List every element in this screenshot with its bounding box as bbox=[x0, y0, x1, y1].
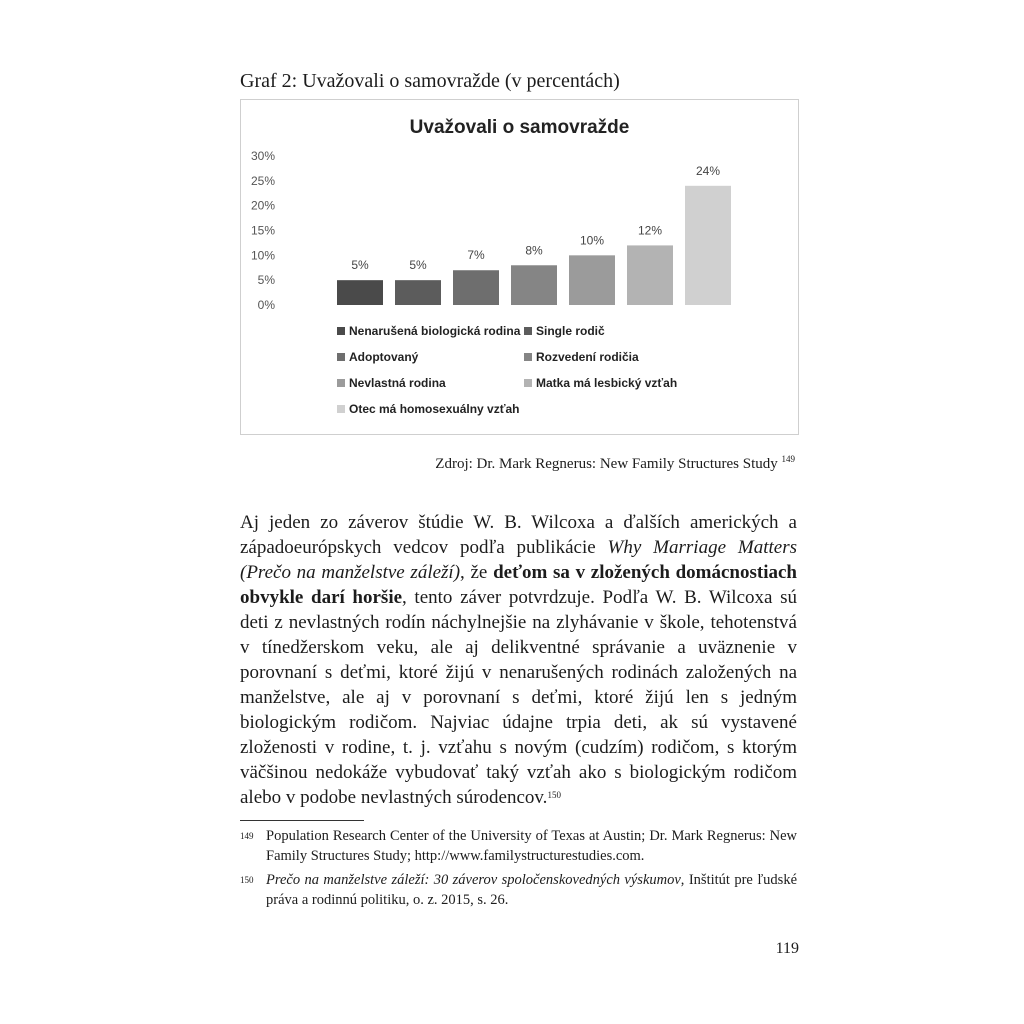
legend-label: Nevlastná rodina bbox=[349, 376, 446, 390]
footnote-150 bbox=[240, 870, 797, 910]
bar bbox=[511, 265, 557, 305]
footnote-rest: , Inštitút pre ľudské práva a rodinnú politiku, o. z. 2015, s. 26. bbox=[266, 872, 798, 908]
body-part-3: , tento záver potvrdzuje. Podľa W. B. Wilcoxa sú deti z nevlastných rodín náchylnejšie na zlyhávanie v škole, tehotenstvá v tínedžerskom veku, ale aj delikventné správanie a uväznenie v porovnaní s deťmi, ktoré žijú v nenarušených rodinách založených na manželstve, ale aj v porovnaní s deťmi, ktoré žijú len s jedným biologickým rodičom. Najviac údajne trpia deti, ak sú vystavené zloženosti v rodine, t. j. vzťahu s novým (cudzím) rodičom, s ktorým väčšinou nedokáže vybudovať taký vzťah ako s biologickým rodičom alebo v podobe nevlastných súrodencov. bbox=[240, 587, 797, 808]
footnote-italic-title: Prečo na manželstve záleží: 30 záverov spoločenskovedných výskumov bbox=[266, 872, 681, 888]
body-part-1: Aj jeden zo záverov štúdie W. B. Wilcoxa a ďalších amerických a západoeurópskych vedcov podľa publikácie bbox=[240, 512, 797, 558]
bar-data-label: 7% bbox=[467, 248, 485, 263]
footnote-text: Population Research Center of the University of Texas at Austin; Dr. Mark Regnerus: New Family Structures Study; http://www.familystructurestudies.com. bbox=[266, 828, 797, 864]
source-ref: 149 bbox=[781, 454, 795, 464]
y-tick-label: 10% bbox=[250, 248, 275, 263]
legend-swatch bbox=[337, 379, 345, 387]
y-tick-label: 25% bbox=[250, 173, 275, 188]
bar-data-label: 8% bbox=[525, 243, 543, 258]
book-title: Why Marriage Matters (Prečo na manželstve záleží) bbox=[240, 537, 797, 583]
bar bbox=[685, 186, 731, 305]
chart-svg bbox=[241, 100, 798, 434]
bar bbox=[453, 270, 499, 305]
y-tick-label: 30% bbox=[250, 149, 275, 163]
legend-label: Matka má lesbický vzťah bbox=[536, 376, 678, 390]
page-number: 119 bbox=[775, 940, 799, 957]
bar bbox=[569, 255, 615, 305]
bar-chart bbox=[241, 100, 798, 434]
y-tick-label: 20% bbox=[250, 198, 275, 213]
bar bbox=[395, 280, 441, 305]
legend-label: Adoptovaný bbox=[349, 350, 419, 364]
legend-swatch bbox=[524, 353, 532, 361]
chart-caption: Graf 2: Uvažovali o samovražde (v percentách) bbox=[240, 70, 620, 92]
body-bold: deťom sa v zložených domácnostiach obvykle darí horšie bbox=[240, 562, 797, 608]
chart-frame bbox=[240, 99, 799, 435]
chart-source bbox=[435, 456, 795, 473]
legend-label: Otec má homosexuálny vzťah bbox=[349, 402, 520, 416]
footnote-rule bbox=[240, 820, 364, 821]
body-part-2: , že bbox=[460, 562, 494, 583]
bar bbox=[337, 280, 383, 305]
footnote-text bbox=[266, 870, 797, 910]
footnote-149 bbox=[240, 826, 797, 866]
bar-data-label: 24% bbox=[695, 163, 721, 178]
legend-swatch bbox=[524, 327, 532, 335]
legend-swatch bbox=[337, 327, 345, 335]
y-tick-label: 15% bbox=[250, 223, 275, 238]
y-tick-label: 0% bbox=[257, 298, 275, 312]
legend-label: Nenarušená biologická rodina bbox=[349, 324, 521, 338]
legend-swatch bbox=[337, 405, 345, 413]
body-paragraph bbox=[240, 510, 797, 810]
source-text: Zdroj: Dr. Mark Regnerus: New Family Structures Study bbox=[435, 456, 778, 472]
footnote-number: 150 bbox=[240, 875, 254, 885]
footnote-number: 149 bbox=[240, 831, 254, 841]
bar-data-label: 10% bbox=[579, 233, 605, 248]
legend-swatch bbox=[524, 379, 532, 387]
bar-data-label: 5% bbox=[351, 258, 369, 273]
chart-title: Uvažovali o samovražde bbox=[409, 117, 630, 138]
bar bbox=[627, 245, 673, 305]
legend-label: Single rodič bbox=[536, 324, 605, 338]
legend-label: Rozvedení rodičia bbox=[536, 350, 639, 364]
y-tick-label: 5% bbox=[257, 273, 275, 288]
body-ref: 150 bbox=[547, 790, 561, 800]
legend-swatch bbox=[337, 353, 345, 361]
bar-data-label: 12% bbox=[637, 223, 663, 238]
bar-data-label: 5% bbox=[409, 258, 427, 273]
